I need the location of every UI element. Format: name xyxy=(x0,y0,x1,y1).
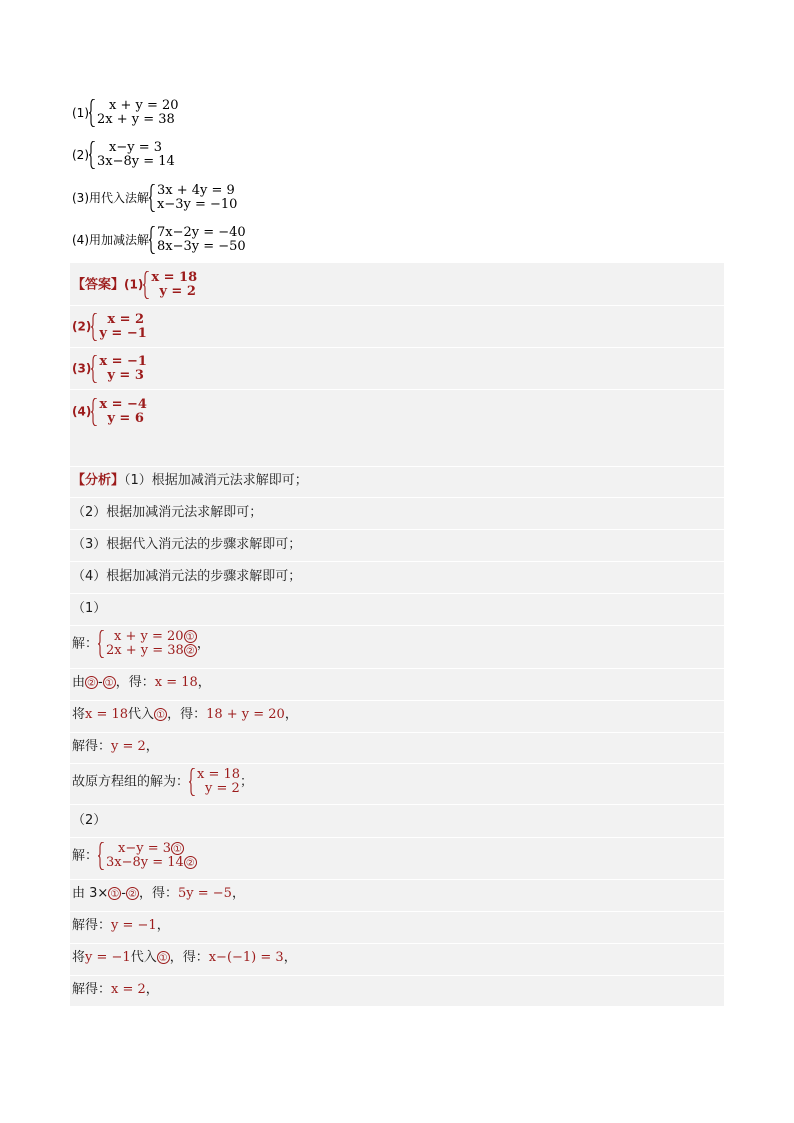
equation-system xyxy=(89,141,175,169)
divider xyxy=(70,837,724,838)
divider xyxy=(70,732,724,733)
answer-tag: 【答案】 xyxy=(72,277,125,293)
circled-one-icon: ① xyxy=(108,887,121,900)
step-end: ， xyxy=(283,950,297,965)
answer-eq-2: y = −1 xyxy=(99,326,147,341)
step-text: ，得： xyxy=(169,950,209,965)
answer-line-1 xyxy=(72,271,724,299)
answer-system xyxy=(91,313,146,341)
analysis-line-1 xyxy=(72,471,724,491)
divider xyxy=(70,625,724,626)
solve-label: 解： xyxy=(72,848,99,864)
divider xyxy=(70,911,724,912)
step-math: y = −1 xyxy=(85,950,131,965)
part-1-step-3 xyxy=(72,737,724,757)
step-result: 18 + y = 20 xyxy=(206,707,285,722)
minus-sign: - xyxy=(121,886,126,901)
part-1-step-1 xyxy=(72,673,724,693)
equation-2 xyxy=(106,856,197,870)
circled-two-icon: ② xyxy=(126,887,139,900)
final-eq-2: y = 2 xyxy=(205,781,240,796)
comma: ， xyxy=(196,636,210,652)
answer-eq-1: x = 2 xyxy=(107,312,145,327)
circled-two-icon: ② xyxy=(184,856,197,869)
circled-one-icon: ① xyxy=(103,676,116,689)
step-math: x = 18 xyxy=(85,707,129,722)
divider xyxy=(70,763,724,764)
step-end: ， xyxy=(156,918,170,933)
step-end: ， xyxy=(145,739,159,754)
divider xyxy=(70,593,724,594)
equation-2 xyxy=(106,644,197,658)
equation-system xyxy=(89,99,179,127)
brace-icon xyxy=(98,842,105,870)
answer-eq-2: y = 2 xyxy=(159,284,196,299)
circled-two-icon: ② xyxy=(184,644,197,657)
answer-label: (3) xyxy=(72,361,92,376)
divider xyxy=(70,700,724,701)
divider xyxy=(70,305,724,306)
brace-icon xyxy=(189,768,196,796)
answer-line-2 xyxy=(72,313,724,341)
answer-label: (1) xyxy=(124,277,144,292)
brace-icon xyxy=(89,141,96,169)
question-2 xyxy=(72,141,175,169)
brace-icon xyxy=(89,99,96,127)
equation-1-text: x−y = 3 xyxy=(118,841,172,856)
answer-eq-2: y = 6 xyxy=(107,411,144,426)
circled-two-icon: ② xyxy=(85,676,98,689)
answer-label: (2) xyxy=(72,319,92,334)
divider xyxy=(70,389,724,390)
answer-eq-1: x = 18 xyxy=(151,270,198,285)
step-text: 由 3× xyxy=(72,886,109,901)
final-system xyxy=(189,768,240,796)
final-label: 故原方程组的解为： xyxy=(72,774,190,790)
minus-sign: - xyxy=(98,675,103,690)
divider xyxy=(70,975,724,976)
brace-icon xyxy=(143,271,150,299)
brace-icon xyxy=(149,226,156,254)
answer-line-4 xyxy=(72,398,724,426)
answer-eq-2: y = 3 xyxy=(107,368,144,383)
brace-icon xyxy=(91,398,98,426)
equation-2: 2x + y = 38 xyxy=(97,112,175,127)
part-1-step-2 xyxy=(72,705,724,725)
step-result: y = −1 xyxy=(111,918,157,933)
question-3 xyxy=(72,184,237,212)
equation-1 xyxy=(106,842,197,856)
equation-system xyxy=(98,630,197,658)
circled-one-icon: ① xyxy=(184,630,197,643)
step-text: ，得： xyxy=(167,707,207,722)
divider xyxy=(70,943,724,944)
part-1-system xyxy=(72,630,724,658)
brace-icon xyxy=(91,355,98,383)
divider xyxy=(70,561,724,562)
answer-label: (4) xyxy=(72,404,92,419)
equation-2-text: 2x + y = 38 xyxy=(106,643,184,658)
question-label: (3)用代入法解 xyxy=(72,191,149,205)
answer-system xyxy=(91,398,147,426)
brace-icon xyxy=(98,630,105,658)
step-text: 代入 xyxy=(130,950,157,965)
final-end: ； xyxy=(240,774,254,790)
answer-line-3 xyxy=(72,355,724,383)
answer-eq-1: x = −1 xyxy=(99,354,147,369)
step-text: 解得： xyxy=(72,982,112,997)
divider xyxy=(70,497,724,498)
equation-system xyxy=(98,842,197,870)
analysis-tag: 【分析】 xyxy=(72,473,125,488)
final-eq-1: x = 18 xyxy=(197,767,241,782)
equation-1: x + y = 20 xyxy=(109,98,179,113)
step-end: ， xyxy=(145,982,159,997)
answer-system xyxy=(143,271,197,299)
answer-system xyxy=(91,355,147,383)
equation-1: x−y = 3 xyxy=(109,140,162,155)
divider xyxy=(70,879,724,880)
part-2-title: （2） xyxy=(72,813,107,828)
answer-eq-1: x = −4 xyxy=(99,397,147,412)
equation-1 xyxy=(106,630,197,644)
analysis-text: （1）根据加减消元法求解即可； xyxy=(124,473,308,488)
circled-one-icon: ① xyxy=(154,708,167,721)
step-result: y = 2 xyxy=(111,739,146,754)
step-result: 5y = −5 xyxy=(178,886,232,901)
analysis-line-4: （4）根据加减消元法的步骤求解即可； xyxy=(72,569,302,584)
question-4 xyxy=(72,226,246,254)
step-text: 将 xyxy=(72,707,86,722)
equation-2: 8x−3y = −50 xyxy=(157,239,246,254)
question-label: (2) xyxy=(72,148,89,162)
part-2-step-3 xyxy=(72,948,724,968)
step-result: x = 18 xyxy=(154,675,198,690)
circled-one-icon: ① xyxy=(171,842,184,855)
part-2-step-1 xyxy=(72,884,724,904)
divider xyxy=(70,668,724,669)
step-text: ，得： xyxy=(139,886,179,901)
question-label: (4)用加减法解 xyxy=(72,233,149,247)
part-2-system xyxy=(72,842,724,870)
step-text: 将 xyxy=(72,950,86,965)
step-text: 解得： xyxy=(72,918,112,933)
step-end: ， xyxy=(197,675,211,690)
equation-1: 7x−2y = −40 xyxy=(157,225,246,240)
analysis-line-2: （2）根据加减消元法求解即可； xyxy=(72,505,263,520)
step-text: ，得： xyxy=(115,675,155,690)
step-result: x−(−1) = 3 xyxy=(208,950,284,965)
step-text: 解得： xyxy=(72,739,112,754)
step-end: ， xyxy=(284,707,298,722)
step-text: 由 xyxy=(72,675,86,690)
step-end: ， xyxy=(231,886,245,901)
divider xyxy=(70,347,724,348)
part-1-final xyxy=(72,768,724,796)
circled-one-icon: ① xyxy=(157,951,170,964)
divider xyxy=(70,466,724,467)
analysis-line-3: （3）根据代入消元法的步骤求解即可； xyxy=(72,537,302,552)
brace-icon xyxy=(149,184,156,212)
question-label: (1) xyxy=(72,106,89,120)
step-text: 代入 xyxy=(128,707,155,722)
equation-1-text: x + y = 20 xyxy=(114,629,184,644)
part-2-step-2 xyxy=(72,916,724,936)
equation-system xyxy=(149,226,246,254)
equation-2: x−3y = −10 xyxy=(157,197,238,212)
equation-2: 3x−8y = 14 xyxy=(97,154,175,169)
divider xyxy=(70,804,724,805)
divider xyxy=(70,529,724,530)
question-1 xyxy=(72,99,179,127)
part-2-step-4 xyxy=(72,980,724,1000)
solve-label: 解： xyxy=(72,636,99,652)
equation-2-text: 3x−8y = 14 xyxy=(106,855,184,870)
step-result: x = 2 xyxy=(111,982,146,997)
equation-1: 3x + 4y = 9 xyxy=(157,183,235,198)
brace-icon xyxy=(91,313,98,341)
equation-system xyxy=(149,184,237,212)
solution-panel xyxy=(70,263,724,1006)
part-1-title: （1） xyxy=(72,601,107,616)
